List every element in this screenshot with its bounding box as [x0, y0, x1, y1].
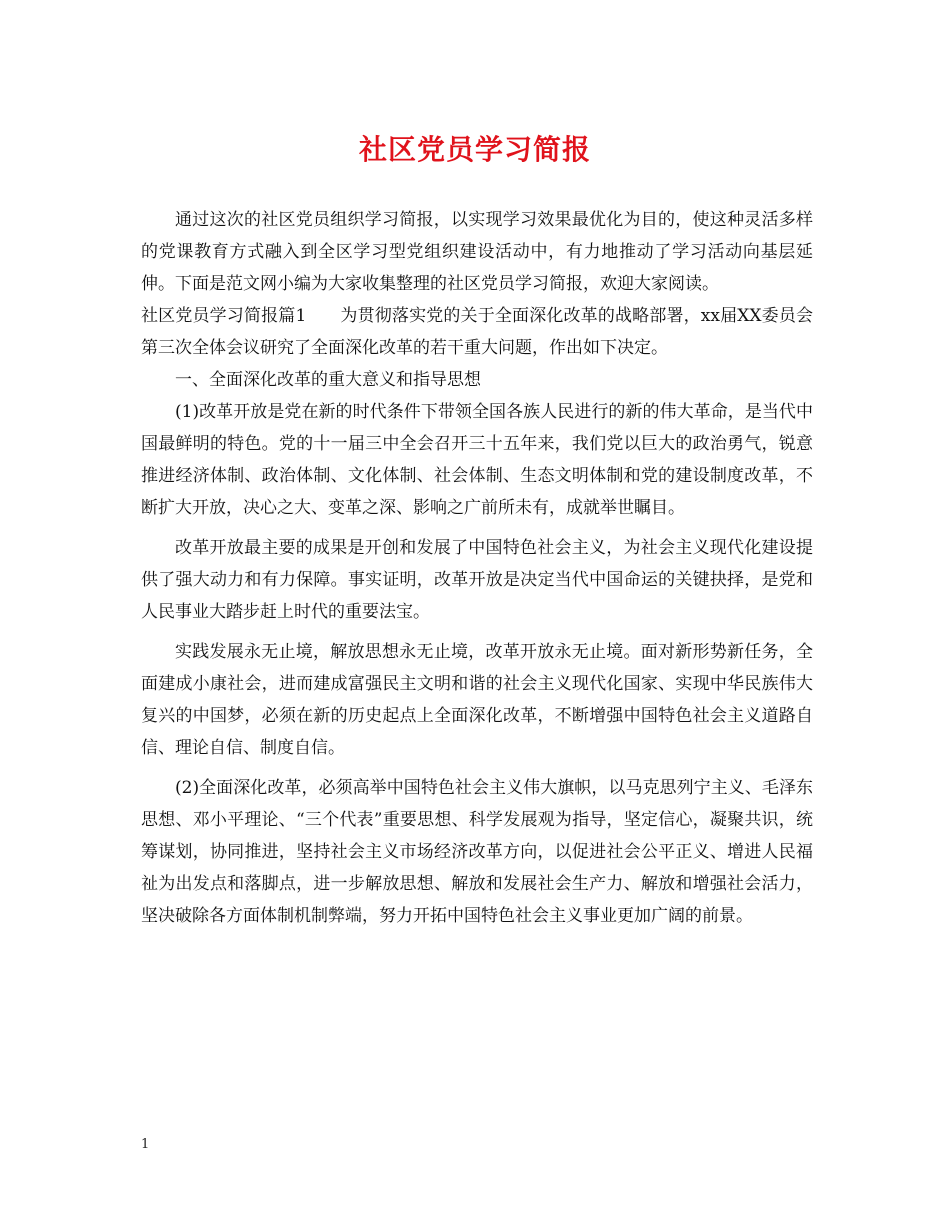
page-number: 1	[141, 1137, 150, 1152]
section-lead: 为贯彻落实党的关于全面深化改革的战略部署，xx届XX委员会第三次全体会议研究了全面深化改革的若干重大问题，作出如下决定。	[141, 306, 813, 358]
section-paragraph	[141, 300, 813, 364]
paragraph-3: 实践发展永无止境，解放思想永无止境，改革开放永无止境。面对新形势新任务，全面建成小康社会，进而建成富强民主文明和谐的社会主义现代化国家、实现中华民族伟大复兴的中国梦，必须在新的历史起点上全面深化改革，不断增强中国特色社会主义道路自信、理论自信、制度自信。	[141, 642, 813, 758]
paragraph-4: (2)全面深化改革，必须高举中国特色社会主义伟大旗帜，以马克思列宁主义、毛泽东思想、邓小平理论、“三个代表”重要思想、科学发展观为指导，坚定信心，凝聚共识，统筹谋划，协同推进，坚持社会主义市场经济改革方向，以促进社会公平正义、增进人民福祉为出发点和落脚点，进一步解放思想、解放和发展社会生产力、解放和增强社会活力，坚决破除各方面体制机制弊端，努力开拓中国特色社会主义事业更加广阔的前景。	[141, 778, 813, 926]
paragraph-1: (1)改革开放是党在新的时代条件下带领全国各族人民进行的新的伟大革命，是当代中国最鲜明的特色。党的十一届三中全会召开三十五年来，我们党以巨大的政治勇气，锐意推进经济体制、政治体制、文化体制、社会体制、生态文明体制和党的建设制度改革，不断扩大开放，决心之大、变革之深、影响之广前所未有，成就举世瞩目。	[141, 402, 813, 518]
section-label: 社区党员学习简报篇1	[141, 306, 307, 326]
paragraph-2: 改革开放最主要的成果是开创和发展了中国特色社会主义，为社会主义现代化建设提供了强大动力和有力保障。事实证明，改革开放是决定当代中国命运的关键抉择，是党和人民事业大踏步赶上时代的重要法宝。	[141, 538, 813, 622]
intro-paragraph: 通过这次的社区党员组织学习简报，以实现学习效果最优化为目的，使这种灵活多样的党课教育方式融入到全区学习型党组织建设活动中，有力地推动了学习活动向基层延伸。下面是范文网小编为大家收集整理的社区党员学习简报，欢迎大家阅读。	[141, 210, 813, 294]
document-body	[141, 204, 813, 940]
section-heading: 一、全面深化改革的重大意义和指导思想	[175, 370, 481, 390]
document-title: 社区党员学习简报	[358, 133, 591, 166]
